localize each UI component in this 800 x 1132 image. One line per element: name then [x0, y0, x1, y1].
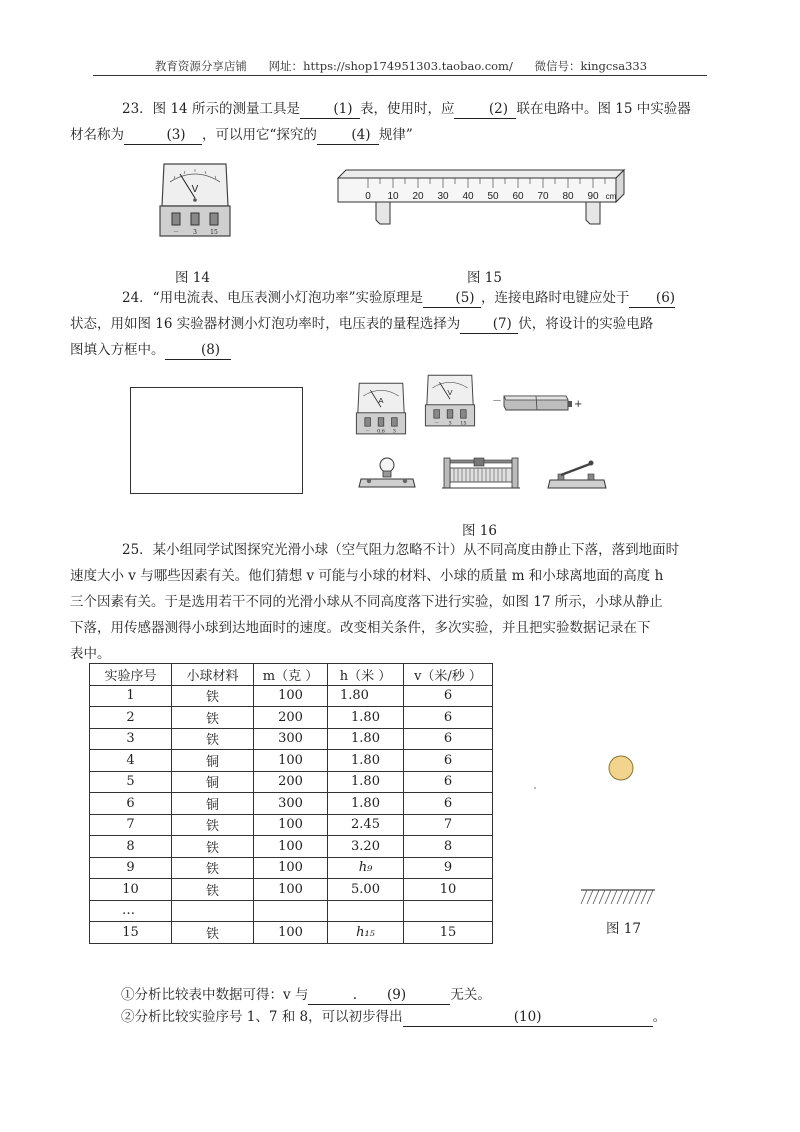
cell: 铜: [172, 793, 254, 815]
ruler-label-0: 0: [365, 191, 371, 202]
ruler-label-50: 50: [487, 191, 499, 202]
wechat: 微信号：kingcsa333: [534, 59, 648, 73]
cell: 15: [90, 922, 172, 944]
shop-name: 教育资源分享店铺: [154, 59, 247, 73]
ammeter-terminal-06: 0.6: [377, 428, 385, 435]
battery-pack: [490, 388, 586, 418]
ruler-unit: cm: [605, 192, 617, 201]
ammeter: [355, 380, 407, 440]
ground-hatching: [581, 890, 653, 904]
figure-16-caption: 图 16: [462, 523, 497, 539]
cell: …: [90, 900, 172, 922]
cell: 100: [254, 879, 328, 901]
cell: 3.20: [328, 836, 404, 858]
blank-6: (6): [629, 289, 675, 308]
ruler-label-40: 40: [462, 191, 474, 202]
table-row: [90, 814, 493, 836]
battery-plus: +: [574, 399, 583, 410]
voltmeter-letter: V: [447, 387, 453, 397]
cell: [328, 900, 404, 922]
voltmeter-terminal-minus: －: [434, 420, 440, 427]
question-23: 23．图 14 所示的测量工具是 (1) 表，使用时，应 (2) 联在电路中。图 15 中实验器 材名称为 (3) ，可以用它“探究的 (4) 规律”: [70, 101, 691, 143]
ruler-label-60: 60: [512, 191, 524, 202]
cell: 100: [254, 685, 328, 707]
voltmeter-figure-14: [158, 160, 232, 244]
cell: 300: [254, 728, 328, 750]
analysis-2: ②分析比较实验序号 1、7 和 8，可以初步得出 (10) 。: [121, 1009, 667, 1025]
cell: 7: [404, 814, 493, 836]
ammeter-terminal-3: 3: [392, 428, 396, 435]
cell: 6: [404, 707, 493, 729]
blank-4: (4): [317, 126, 379, 145]
table-row: [90, 750, 493, 772]
experiment-table: [89, 663, 493, 944]
cell: h₉: [328, 857, 404, 879]
cell: 6: [404, 793, 493, 815]
falling-ball-figure-17: [530, 750, 660, 910]
cell: 15: [404, 922, 493, 944]
blank-9: . (9): [308, 986, 450, 1005]
cell: 9: [90, 857, 172, 879]
table-row: [90, 793, 493, 815]
ammeter-terminal-minus: －: [365, 428, 371, 435]
blank-5: (5): [423, 289, 481, 308]
header-height: h（米 ）: [328, 664, 404, 686]
table-row: [90, 879, 493, 901]
header-index: 实验序号: [90, 664, 172, 686]
cell: 5: [90, 771, 172, 793]
table-row: [90, 836, 493, 858]
cell: 100: [254, 857, 328, 879]
wechat-id: kingcsa333: [580, 59, 648, 73]
ammeter-letter: A: [378, 395, 384, 405]
cell: 铜: [172, 750, 254, 772]
circuit-answer-box: [130, 387, 303, 494]
table-row: [90, 857, 493, 879]
header-speed: v（米/秒 ）: [404, 664, 493, 686]
site-url: https://shop174951303.taobao.com/: [303, 59, 513, 73]
table-header-row: [90, 664, 493, 686]
cell: 1.80: [328, 728, 404, 750]
cell: 6: [90, 793, 172, 815]
figure-17-caption: 图 17: [606, 921, 641, 937]
cell: 铁: [172, 857, 254, 879]
ruler-label-30: 30: [437, 191, 449, 202]
cell: 6: [404, 728, 493, 750]
cell: 铁: [172, 814, 254, 836]
voltmeter: [424, 372, 476, 432]
cell: 3: [90, 728, 172, 750]
ruler-label-20: 20: [412, 191, 424, 202]
header-rule: [93, 75, 707, 76]
cell: 100: [254, 750, 328, 772]
blank-10: (10): [403, 1008, 653, 1027]
sliding-rheostat: [440, 456, 522, 492]
cell: 1: [90, 685, 172, 707]
ruler-label-10: 10: [387, 191, 399, 202]
cell: 7: [90, 814, 172, 836]
blank-1: (1): [300, 100, 360, 119]
analysis-1: ①分析比较表中数据可得：v 与 . (9) 无关。: [121, 987, 491, 1003]
terminal-15: 15: [210, 229, 218, 236]
cell: 8: [404, 836, 493, 858]
cell: [404, 900, 493, 922]
page-header: [95, 58, 707, 74]
cell: 铁: [172, 707, 254, 729]
cell: 10: [404, 879, 493, 901]
cell: 2: [90, 707, 172, 729]
cell: 铜: [172, 771, 254, 793]
terminal-3: 3: [193, 229, 197, 236]
cell: [254, 900, 328, 922]
blank-2: (2): [454, 100, 516, 119]
bulb-socket: [355, 455, 419, 491]
cell: 铁: [172, 922, 254, 944]
cell: 1.80: [328, 771, 404, 793]
cell: 200: [254, 771, 328, 793]
blank-7: (7): [460, 315, 518, 334]
table-row: [90, 707, 493, 729]
meter-letter-v: V: [191, 184, 199, 195]
table-row: [90, 922, 493, 944]
cell: 1.80: [328, 707, 404, 729]
cell: 10: [90, 879, 172, 901]
header-material: 小球材料: [172, 664, 254, 686]
ball: [609, 756, 633, 780]
cell: 铁: [172, 879, 254, 901]
question-25: 25．某小组同学试图探究光滑小球（空气阻力忽略不计）从不同高度由静止下落，落到地面时 速度大小 v 与哪些因素有关。他们猜想 v 可能与小球的材料、小球的质量 m 和小球离地面的高度 h 三个因素有关。于是选用若干不同的光滑小球从不同高度落下进行实验，如图 17 所示，小球从静止 下落，用传感器测得小球到达地面时的速度。改变相关条件，多次实验，并且把实验数据记录在下 表中。: [70, 542, 680, 662]
table-row: [90, 685, 493, 707]
cell: 2.45: [328, 814, 404, 836]
cell: 1.80: [328, 750, 404, 772]
question-24: 24．“用电流表、电压表测小灯泡功率”实验原理是 (5) ，连接电路时电键应处于 (6) 状态，用如图 16 实验器材测小灯泡功率时，电压表的量程选择为 (7) 伏，将设计的实验电路 图填入方框中。 (8): [70, 290, 676, 358]
table-row: [90, 771, 493, 793]
figure-14-caption: 图 14: [175, 270, 210, 286]
cell: 300: [254, 793, 328, 815]
header-mass: m（克 ）: [254, 664, 328, 686]
cell: 4: [90, 750, 172, 772]
cell: 铁: [172, 836, 254, 858]
switch: [546, 458, 610, 490]
site-label: 网址：https://shop174951303.taobao.com/: [268, 59, 513, 73]
cell: 6: [404, 685, 493, 707]
cell: 铁: [172, 685, 254, 707]
ruler-label-90: 90: [587, 191, 599, 202]
cell: 5.00: [328, 879, 404, 901]
table-row: [90, 900, 493, 922]
voltmeter-terminal-15: 15: [460, 420, 467, 427]
cell: 铁: [172, 728, 254, 750]
battery-minus: －: [492, 396, 502, 407]
cell: 100: [254, 814, 328, 836]
cell: 9: [404, 857, 493, 879]
ruler-label-80: 80: [562, 191, 574, 202]
table-row: [90, 728, 493, 750]
blank-8: (8): [165, 341, 231, 360]
cell: 200: [254, 707, 328, 729]
voltmeter-terminal-3: 3: [448, 420, 452, 427]
blank-3: (3): [124, 126, 202, 145]
figure-15-caption: 图 15: [467, 270, 502, 286]
cell: 1.80: [328, 793, 404, 815]
cell: 100: [254, 922, 328, 944]
cell: 8: [90, 836, 172, 858]
ruler-label-70: 70: [537, 191, 549, 202]
cell: 6: [404, 771, 493, 793]
ruler-figure-15: [336, 168, 628, 230]
cell: 6: [404, 750, 493, 772]
terminal-minus: －: [172, 229, 180, 236]
cell: 1.80: [328, 685, 404, 707]
cell: [172, 900, 254, 922]
cell: h₁₅: [328, 922, 404, 944]
cell: 100: [254, 836, 328, 858]
